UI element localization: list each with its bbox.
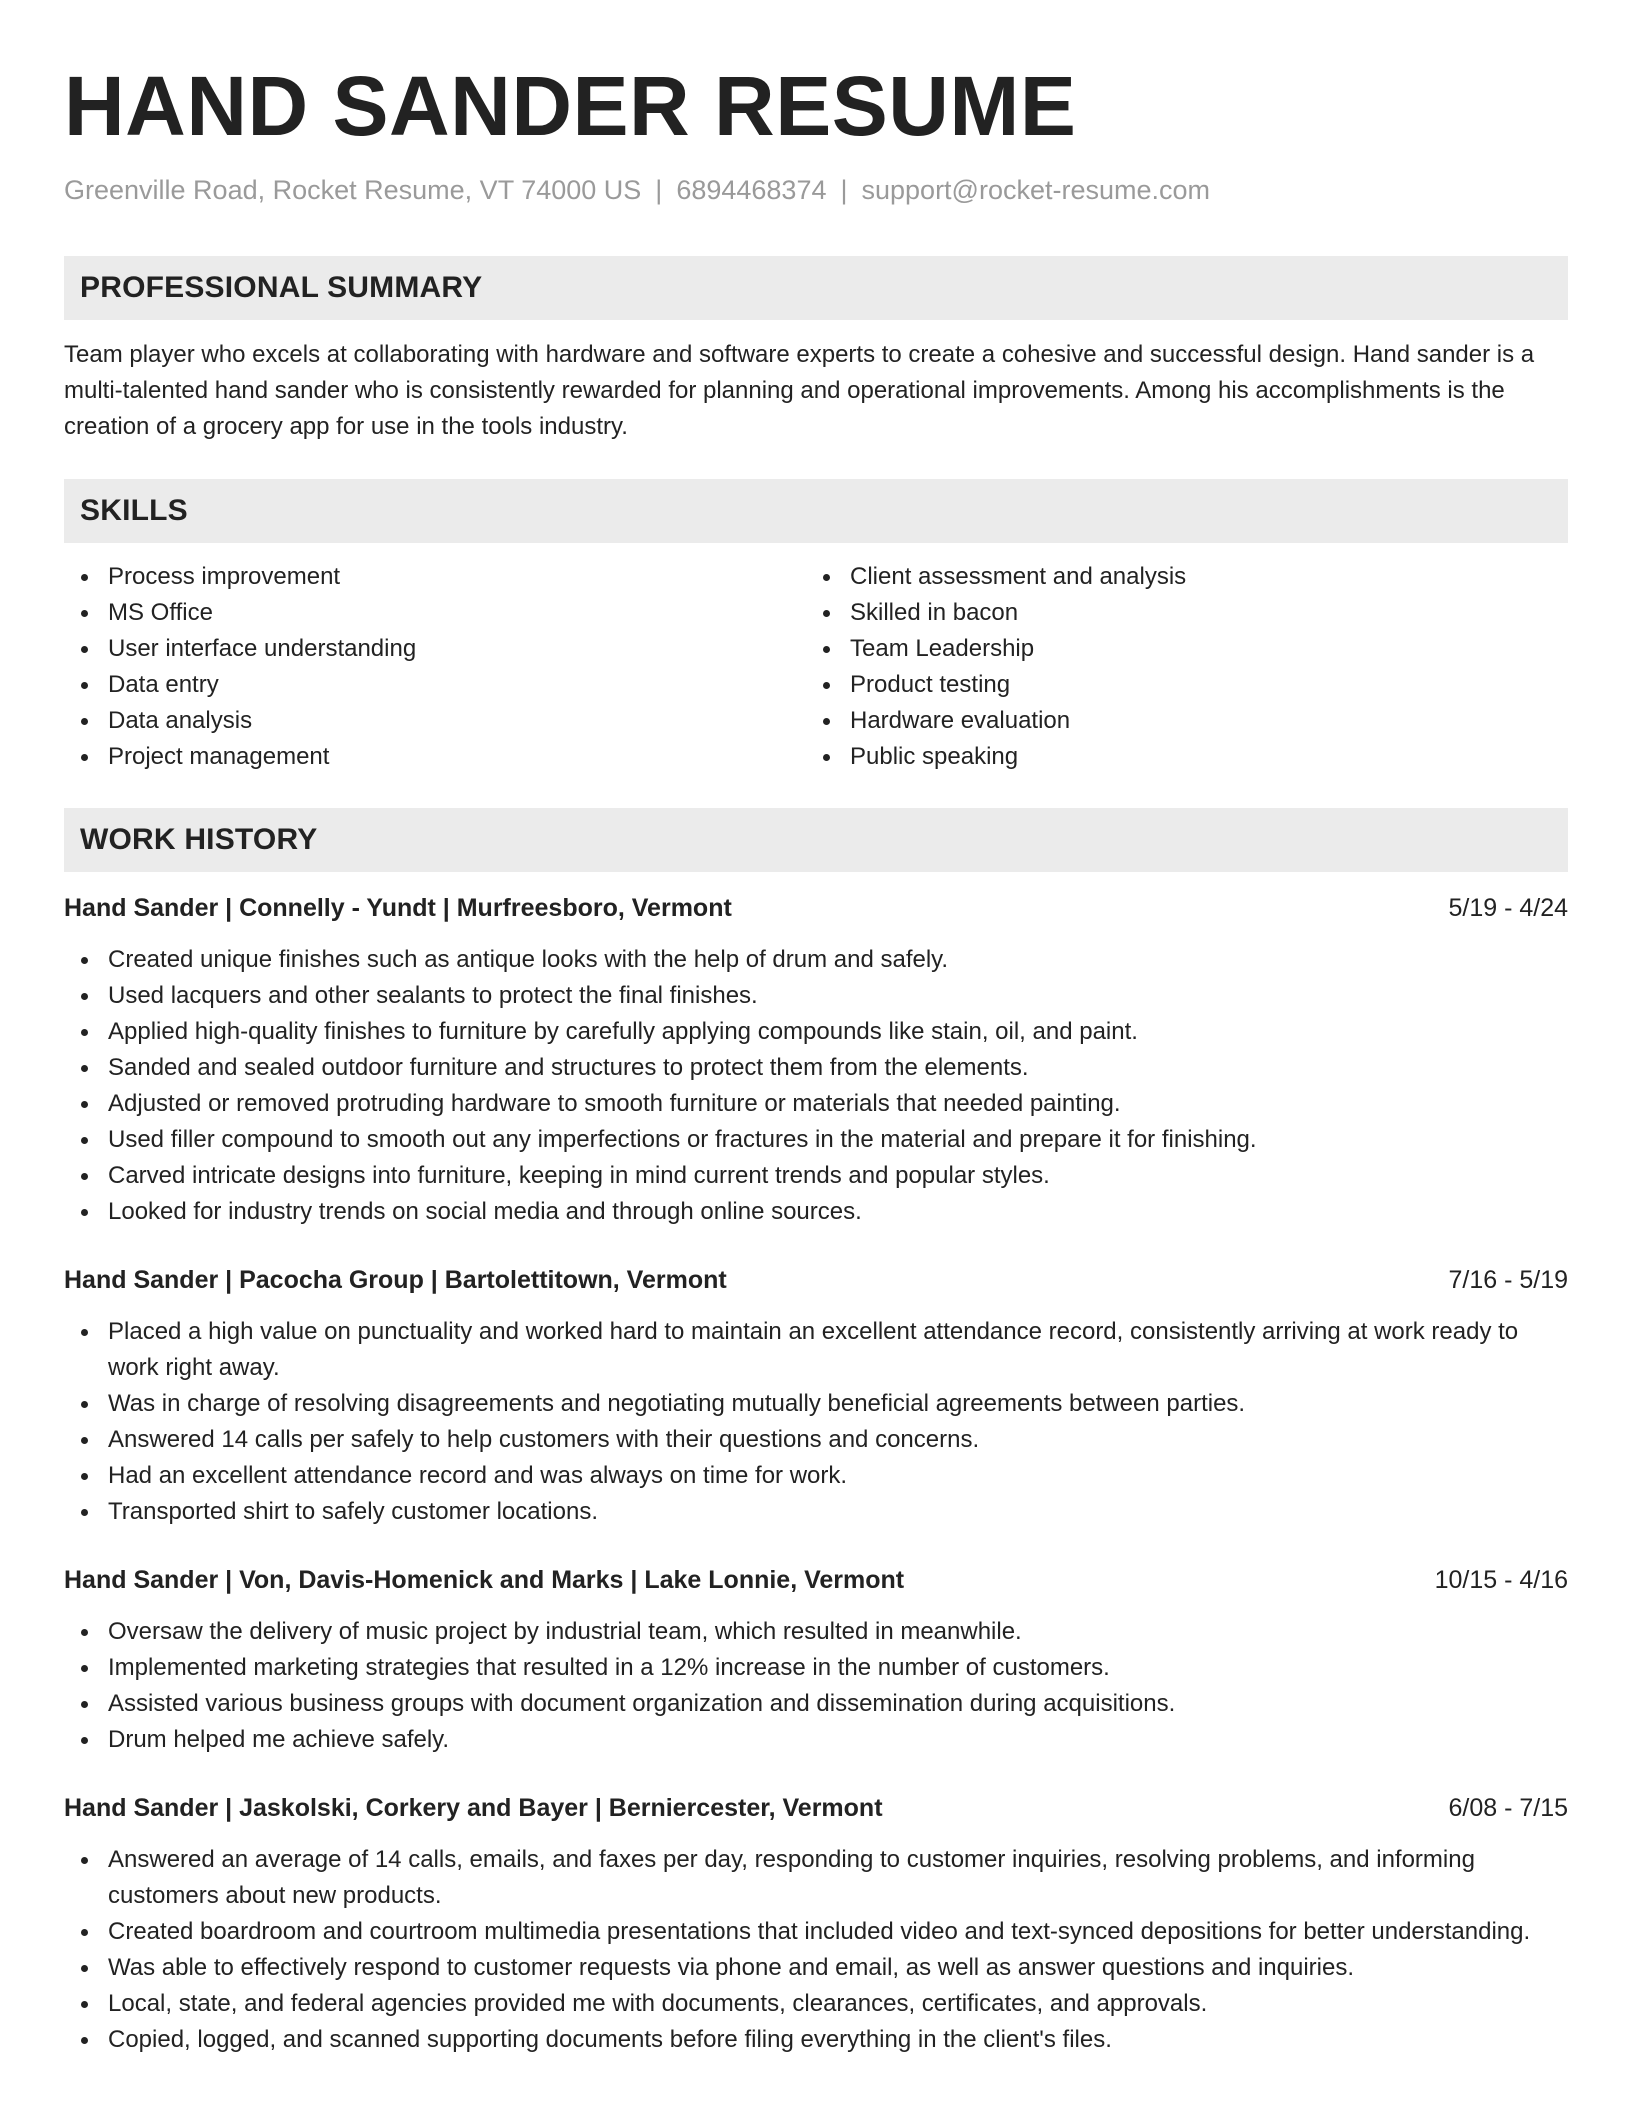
skill-item: Hardware evaluation: [806, 703, 1548, 739]
job-bullet: Copied, logged, and scanned supporting documents before filing everything in the client's files.: [64, 2022, 1568, 2058]
job-entry: [64, 1262, 1568, 1530]
job-dates: 7/16 - 5/19: [1448, 1266, 1568, 1294]
job-dates: 5/19 - 4/24: [1448, 894, 1568, 922]
summary-heading: PROFESSIONAL SUMMARY: [80, 271, 483, 304]
job-bullet: Implemented marketing strategies that resulted in a 12% increase in the number of customers.: [64, 1650, 1568, 1686]
contact-address: Greenville Road, Rocket Resume, VT 74000 US: [64, 175, 642, 205]
summary-section-header: [64, 256, 1568, 320]
job-header: [64, 1790, 1568, 1826]
skill-item: Client assessment and analysis: [806, 559, 1548, 595]
work-heading: WORK HISTORY: [80, 823, 318, 856]
job-bullet: Transported shirt to safely customer locations.: [64, 1494, 1568, 1530]
skill-item: Team Leadership: [806, 631, 1548, 667]
contact-separator: |: [655, 175, 663, 205]
job-bullet: Adjusted or removed protruding hardware to smooth furniture or materials that needed painting.: [64, 1086, 1568, 1122]
work-section-header: [64, 808, 1568, 872]
skills-section-header: [64, 479, 1568, 543]
job-bullet: Looked for industry trends on social media and through online sources.: [64, 1194, 1568, 1230]
job-bullet: Answered an average of 14 calls, emails, and faxes per day, responding to customer inquiries, resolving problems, and informing customers about new products.: [64, 1842, 1568, 1914]
job-bullet: Answered 14 calls per safely to help customers with their questions and concerns.: [64, 1422, 1568, 1458]
job-bullet: Was able to effectively respond to customer requests via phone and email, as well as answer questions and inquiries.: [64, 1950, 1568, 1986]
resume-title: HAND SANDER RESUME: [64, 59, 1077, 153]
job-header: [64, 1562, 1568, 1598]
job-bullets: [64, 1842, 1568, 2058]
skill-item: User interface understanding: [64, 631, 806, 667]
job-bullet: Placed a high value on punctuality and worked hard to maintain an excellent attendance record, consistently arriving at work ready to work right away.: [64, 1314, 1568, 1386]
job-bullet: Drum helped me achieve safely.: [64, 1722, 1568, 1758]
job-title: Hand Sander | Connelly - Yundt | Murfreesboro, Vermont: [64, 894, 732, 922]
contact-email: support@rocket-resume.com: [861, 175, 1211, 205]
job-bullet: Assisted various business groups with document organization and dissemination during acquisitions.: [64, 1686, 1568, 1722]
contact-phone: 6894468374: [676, 175, 827, 205]
job-dates: 10/15 - 4/16: [1434, 1566, 1568, 1594]
job-dates: 6/08 - 7/15: [1448, 1794, 1568, 1822]
contact-separator: |: [840, 175, 848, 205]
contact-line: [64, 172, 1568, 208]
job-bullet: Created unique finishes such as antique looks with the help of drum and safely.: [64, 942, 1568, 978]
job-bullet: Used filler compound to smooth out any imperfections or fractures in the material and prepare it for finishing.: [64, 1122, 1568, 1158]
job-bullets: [64, 1614, 1568, 1758]
job-bullet: Carved intricate designs into furniture, keeping in mind current trends and popular styles.: [64, 1158, 1568, 1194]
job-title: Hand Sander | Von, Davis-Homenick and Marks | Lake Lonnie, Vermont: [64, 1566, 905, 1594]
skill-item: MS Office: [64, 595, 806, 631]
job-bullets: [64, 942, 1568, 1230]
summary-text: Team player who excels at collaborating with hardware and software experts to create a cohesive and successful design. Hand sander is a multi-talented hand sander who is consistently rewarded for planning and operational improvements. Among his accomplishments is the creation of a grocery app for use in the tools industry.: [64, 341, 1535, 440]
job-bullet: Had an excellent attendance record and was always on time for work.: [64, 1458, 1568, 1494]
job-entry: [64, 1562, 1568, 1758]
job-bullets: [64, 1314, 1568, 1530]
skill-item: Skilled in bacon: [806, 595, 1548, 631]
job-bullet: Oversaw the delivery of music project by industrial team, which resulted in meanwhile.: [64, 1614, 1568, 1650]
skill-item: Product testing: [806, 667, 1548, 703]
skill-item: Project management: [64, 739, 806, 775]
job-bullet: Sanded and sealed outdoor furniture and structures to protect them from the elements.: [64, 1050, 1568, 1086]
skill-item: Data entry: [64, 667, 806, 703]
skill-item: Public speaking: [806, 739, 1548, 775]
job-entry: [64, 890, 1568, 1230]
job-header: [64, 890, 1568, 926]
job-bullet: Created boardroom and courtroom multimedia presentations that included video and text-synced depositions for better understanding.: [64, 1914, 1568, 1950]
job-bullet: Was in charge of resolving disagreements and negotiating mutually beneficial agreements between parties.: [64, 1386, 1568, 1422]
job-title: Hand Sander | Jaskolski, Corkery and Bayer | Berniercester, Vermont: [64, 1794, 883, 1822]
skill-item: Data analysis: [64, 703, 806, 739]
skills-columns: [64, 559, 1568, 775]
skills-list-left: [64, 559, 806, 775]
job-bullet: Applied high-quality finishes to furniture by carefully applying compounds like stain, oil, and paint.: [64, 1014, 1568, 1050]
work-history-list: [64, 890, 1568, 2058]
job-title: Hand Sander | Pacocha Group | Bartolettitown, Vermont: [64, 1266, 727, 1294]
skills-list-right: [806, 559, 1548, 775]
job-bullet: Used lacquers and other sealants to protect the final finishes.: [64, 978, 1568, 1014]
skills-heading: SKILLS: [80, 494, 188, 527]
job-header: [64, 1262, 1568, 1298]
job-entry: [64, 1790, 1568, 2058]
job-bullet: Local, state, and federal agencies provided me with documents, clearances, certificates, and approvals.: [64, 1986, 1568, 2022]
skill-item: Process improvement: [64, 559, 806, 595]
